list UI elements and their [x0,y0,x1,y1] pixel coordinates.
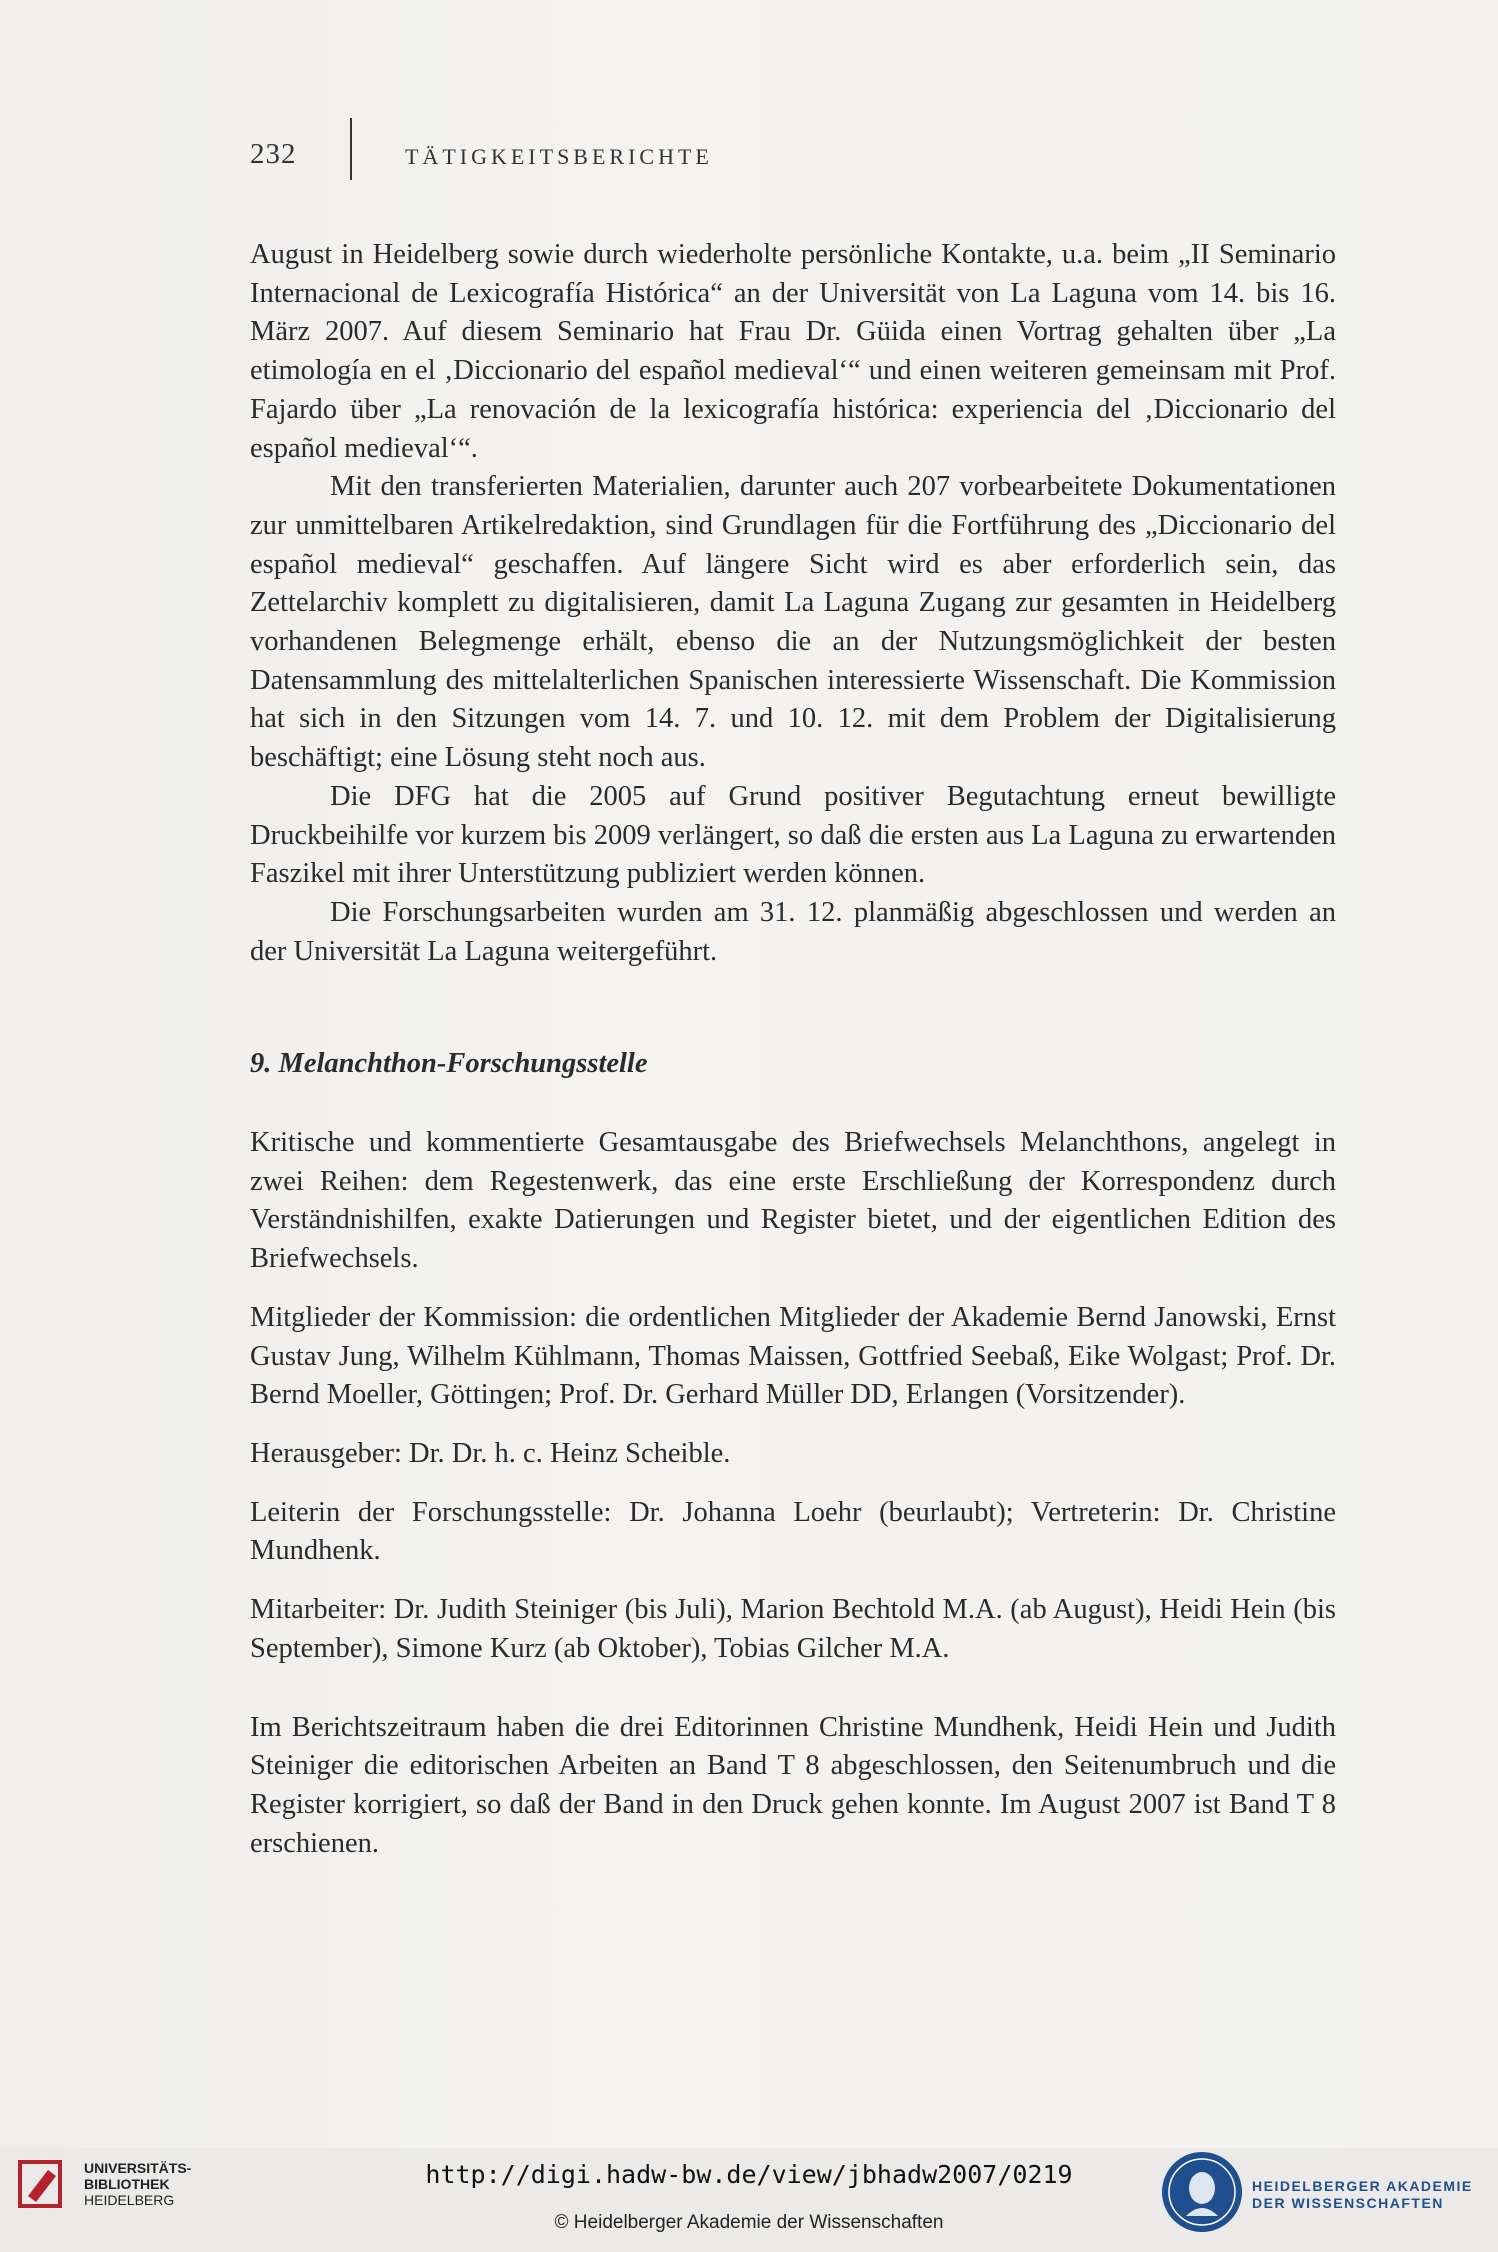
staff-list: Mitarbeiter: Dr. Judith Steiniger (bis Juli), Marion Bechtold M.A. (ab August), Heidi Hein (bis September), Simone Kurz (ab Oktober), Tobias Gilcher M.A. [250,1594,1336,1664]
paragraph: Mit den transferierten Materialien, darunter auch 207 vorbearbeitete Dokumentationen zur unmittelbaren Artikelredaktion, sind Grundlagen für die Fortführung des „Diccionario del español medieval“ geschaffen. Auf längere Sicht wird es aber erforderlich sein, das Zettelarchiv komplett zu digitalisieren, damit La Laguna Zugang zur gesamten in Heidelberg vorhandenen Belegmenge erhält, ebenso die an der Nutzungsmöglichkeit der besten Datensammlung des mittelalterlichen Spanischen interessierte Wissenschaft. Die Kommission hat sich in den Sitzungen vom 14. 7. und 10. 12. mit dem Problem der Digitalisierung beschäftigt; eine Lösung steht noch aus. [250,471,1336,774]
header-divider [350,118,352,180]
running-title: TÄTIGKEITSBERICHTE [405,144,713,169]
paragraph: Die DFG hat die 2005 auf Grund positiver Begutachtung erneut bewilligte Druckbeihilfe vor kurzem bis 2009 verlängert, so daß die ersten aus La Laguna zu erwartenden Faszikel mit ihrer Unterstützung publiziert werden können. [250,780,1336,890]
copyright-notice: © Heidelberger Akademie der Wissenschaften [554,2212,944,2233]
report-paragraph: Im Berichtszeitraum haben die drei Editorinnen Christine Mundhenk, Heidi Hein und Judith Steiniger die editorischen Arbeiten an Band T 8 abgeschlossen, den Seitenumbruch und die Register korrigiert, so daß der Band in den Druck gehen konnte. Im August 2007 ist Band T 8 erschienen. [250,1711,1336,1859]
page-body [250,236,1336,1863]
university-library-label: UNIVERSITÄTS- BIBLIOTHEK HEIDELBERG [84,2160,192,2208]
section-description: Kritische und kommentierte Gesamtausgabe des Briefwechsels Melanchthons, angelegt in zwei Reihen: dem Regestenwerk, das eine erste Erschließung der Korrespondenz durch Verständnishilfen, exakte Datierungen und Register bietet, und der eigentlichen Edition des Briefwechsels. [250,1127,1336,1275]
academy-seal-icon [1160,2150,1244,2234]
academy-label: HEIDELBERGER AKADEMIE DER WISSENSCHAFTEN [1252,2178,1473,2211]
head-of-unit: Leiterin der Forschungsstelle: Dr. Johanna Loehr (beurlaubt); Vertreterin: Dr. Christine Mundhenk. [250,1496,1336,1567]
section-heading: 9. Melanchthon-Forschungsstelle [250,1048,648,1080]
running-head [0,136,1498,176]
page-number: 232 [250,138,297,170]
paragraph: Die Forschungsarbeiten wurden am 31. 12. planmäßig abgeschlossen und werden an der Universität La Laguna weitergeführt. [250,896,1336,967]
paragraph: August in Heidelberg sowie durch wiederholte persönliche Kontakte, u.a. beim „II Seminario Internacional de Lexicografía Histórica“ an der Universität von La Laguna vom 14. bis 16. März 2007. Auf diesem Seminario hat Frau Dr. Güida einen Vortrag gehalten über „La etimología en el ‚Diccionario del español medieval‘“ und einen weiteren gemeinsam mit Prof. Fajardo über „La renovación de la lexicografía histórica: experiencia del ‚Diccionario del español medieval‘“. [250,239,1336,464]
source-url-link[interactable]: http://digi.hadw-bw.de/view/jbhadw2007/0219 [425,2160,1073,2189]
commission-members: Mitglieder der Kommission: die ordentlichen Mitglieder der Akademie Bernd Janowski, Ernst Gustav Jung, Wilhelm Kühlmann, Thomas Maissen, Gottfried Seebaß, Eike Wolgast; Prof. Dr. Bernd Moeller, Göttingen; Prof. Dr. Gerhard Müller DD, Erlangen (Vorsitzender). [250,1301,1336,1411]
editor-line: Herausgeber: Dr. Dr. h. c. Heinz Scheible. [250,1437,731,1469]
